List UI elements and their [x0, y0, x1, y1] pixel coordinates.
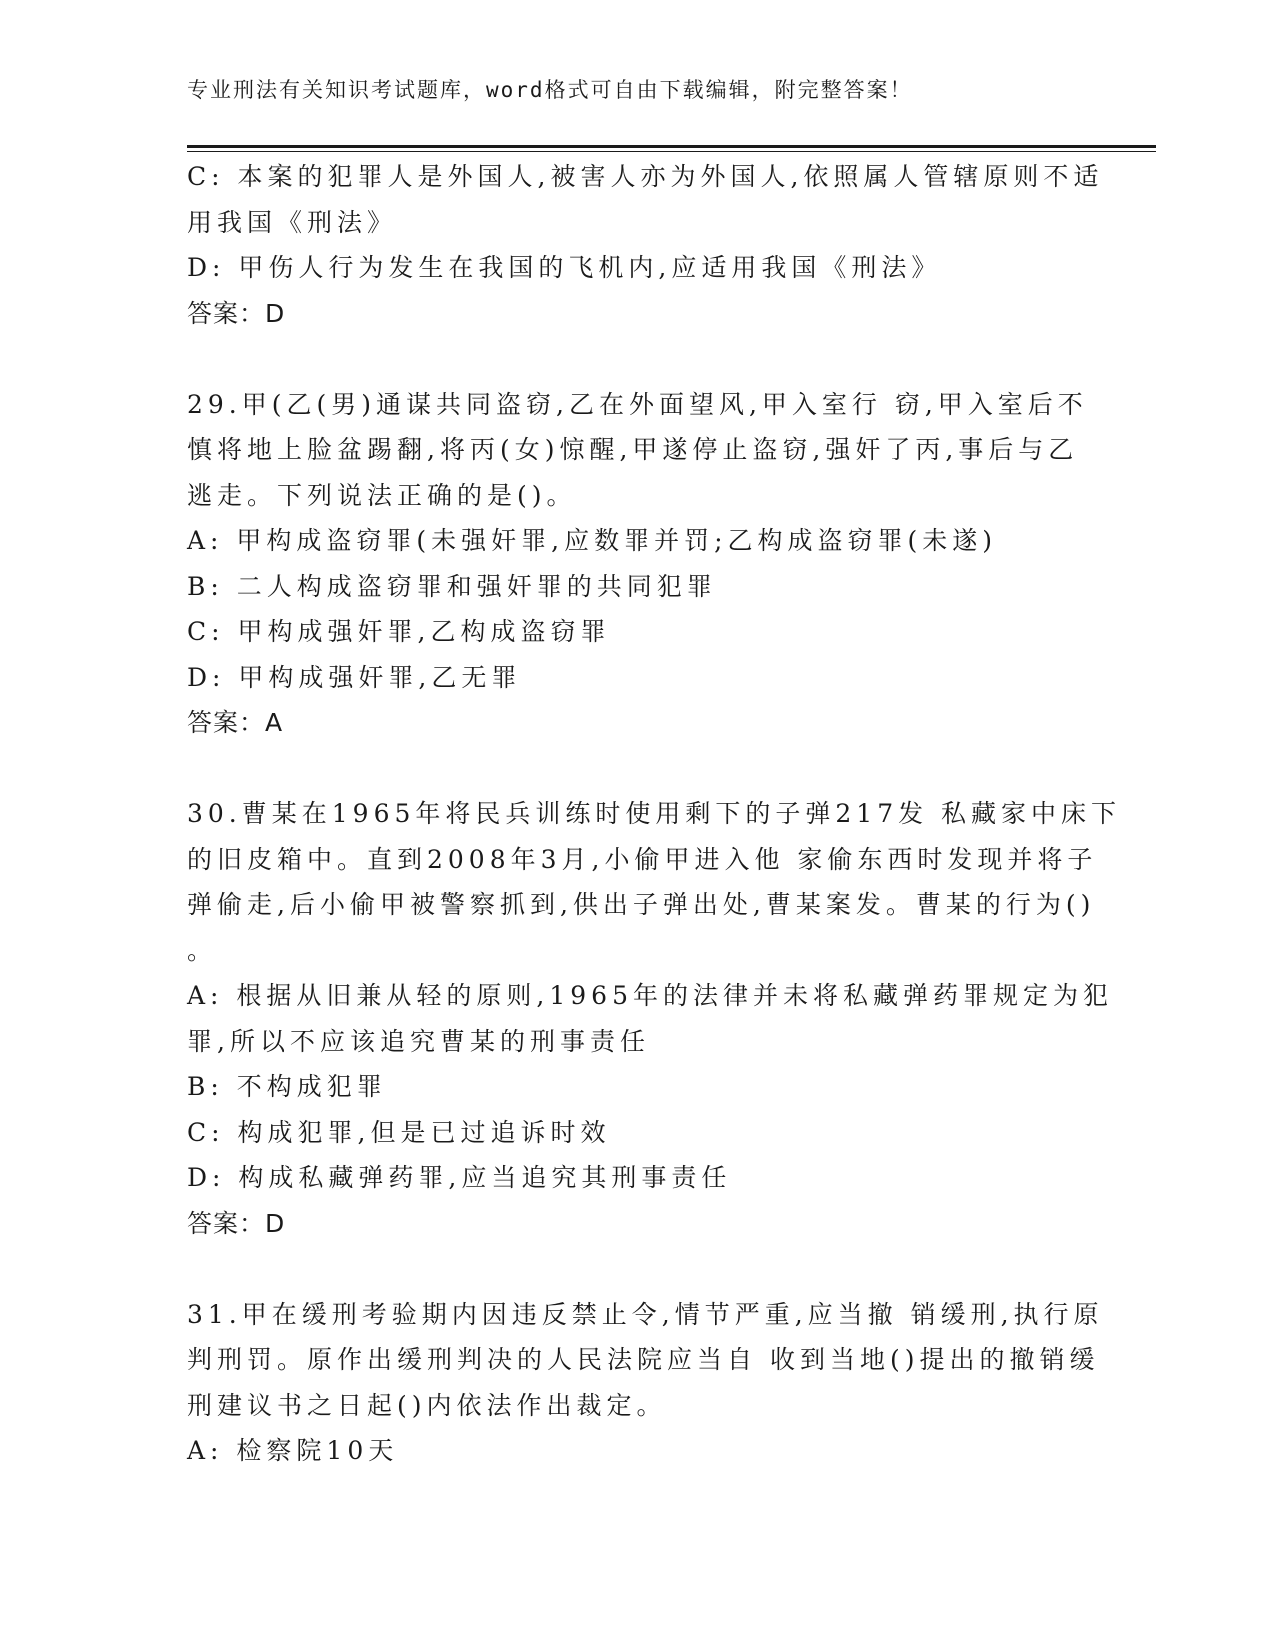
q31-option-a: A: 检察院10天 [187, 1436, 399, 1465]
spacer [187, 1246, 1087, 1292]
q28-answer: 答案：D [187, 298, 286, 328]
q30-stem-line2: 的旧皮箱中。直到2008年3月,小偷甲进入他 家偷东西时发现并将子 [187, 844, 1098, 874]
q30-option-c: C: 构成犯罪,但是已过追诉时效 [187, 1117, 611, 1147]
q29-option-c: C: 甲构成强奸罪,乙构成盗窃罪 [187, 617, 611, 646]
q29-stem-line1: 29.甲(乙(男)通谋共同盗窃,乙在外面望风,甲入室行 窃,甲入室后不 [187, 389, 1088, 419]
q31-stem-line3: 刑建议书之日起()内依法作出裁定。 [187, 1390, 667, 1420]
question-31 [187, 1292, 1104, 1474]
q28-option-c-line1: C: 本案的犯罪人是外国人,被害人亦为外国人,依照属人管辖原则不适 [187, 162, 1104, 191]
q30-option-b: B: 不构成犯罪 [187, 1072, 387, 1101]
q30-option-a-line1: A: 根据从旧兼从轻的原则,1965年的法律并未将私藏弹药罪规定为犯 [187, 981, 1113, 1010]
q29-stem-line2: 慎将地上脸盆踢翻,将丙(女)惊醒,甲遂停止盗窃,强奸了丙,事后与乙 [187, 435, 1079, 464]
header-rule-thick [187, 145, 1156, 148]
q30-option-a-line2: 罪,所以不应该追究曹某的刑事责任 [187, 1026, 650, 1056]
q30-option-d: D: 构成私藏弹药罪,应当追究其刑事责任 [187, 1163, 732, 1192]
q29-option-b: B: 二人构成盗窃罪和强奸罪的共同犯罪 [187, 571, 717, 601]
q29-answer: 答案：A [187, 708, 284, 737]
page-header: 专业刑法有关知识考试题库，word格式可自由下载编辑，附完整答案！ [187, 78, 913, 102]
q29-option-d: D: 甲构成强奸罪,乙无罪 [187, 662, 522, 692]
q30-stem-line3: 弹偷走,后小偷甲被警察抓到,供出子弹出处,曹某案发。曹某的行为() [187, 890, 1096, 919]
question-28-tail [187, 154, 1104, 336]
header-rule-thin [187, 151, 1156, 152]
q29-option-a: A: 甲构成盗窃罪(未强奸罪,应数罪并罚;乙构成盗窃罪(未遂) [187, 526, 998, 555]
q28-option-d: D: 甲伤人行为发生在我国的飞机内,应适用我国《刑法》 [187, 253, 942, 282]
q30-stem-line4: 。 [187, 935, 218, 965]
spacer [187, 336, 1087, 382]
spacer [187, 746, 1087, 792]
q28-option-c-line2: 用我国《刑法》 [187, 207, 398, 237]
page-content [187, 154, 1122, 1474]
q30-stem-line1: 30.曹某在1965年将民兵训练时使用剩下的子弹217发 私藏家中床下 [187, 799, 1122, 828]
question-30 [187, 791, 1122, 1246]
q29-stem-line3: 逃走。下列说法正确的是()。 [187, 480, 577, 510]
question-29 [187, 382, 1087, 746]
q31-stem-line2: 判刑罚。原作出缓刑判决的人民法院应当自 收到当地()提出的撤销缓 [187, 1345, 1100, 1374]
q31-stem-line1: 31.甲在缓刑考验期内因违反禁止令,情节严重,应当撤 销缓刑,执行原 [187, 1299, 1104, 1329]
q30-answer: 答案：D [187, 1208, 286, 1238]
